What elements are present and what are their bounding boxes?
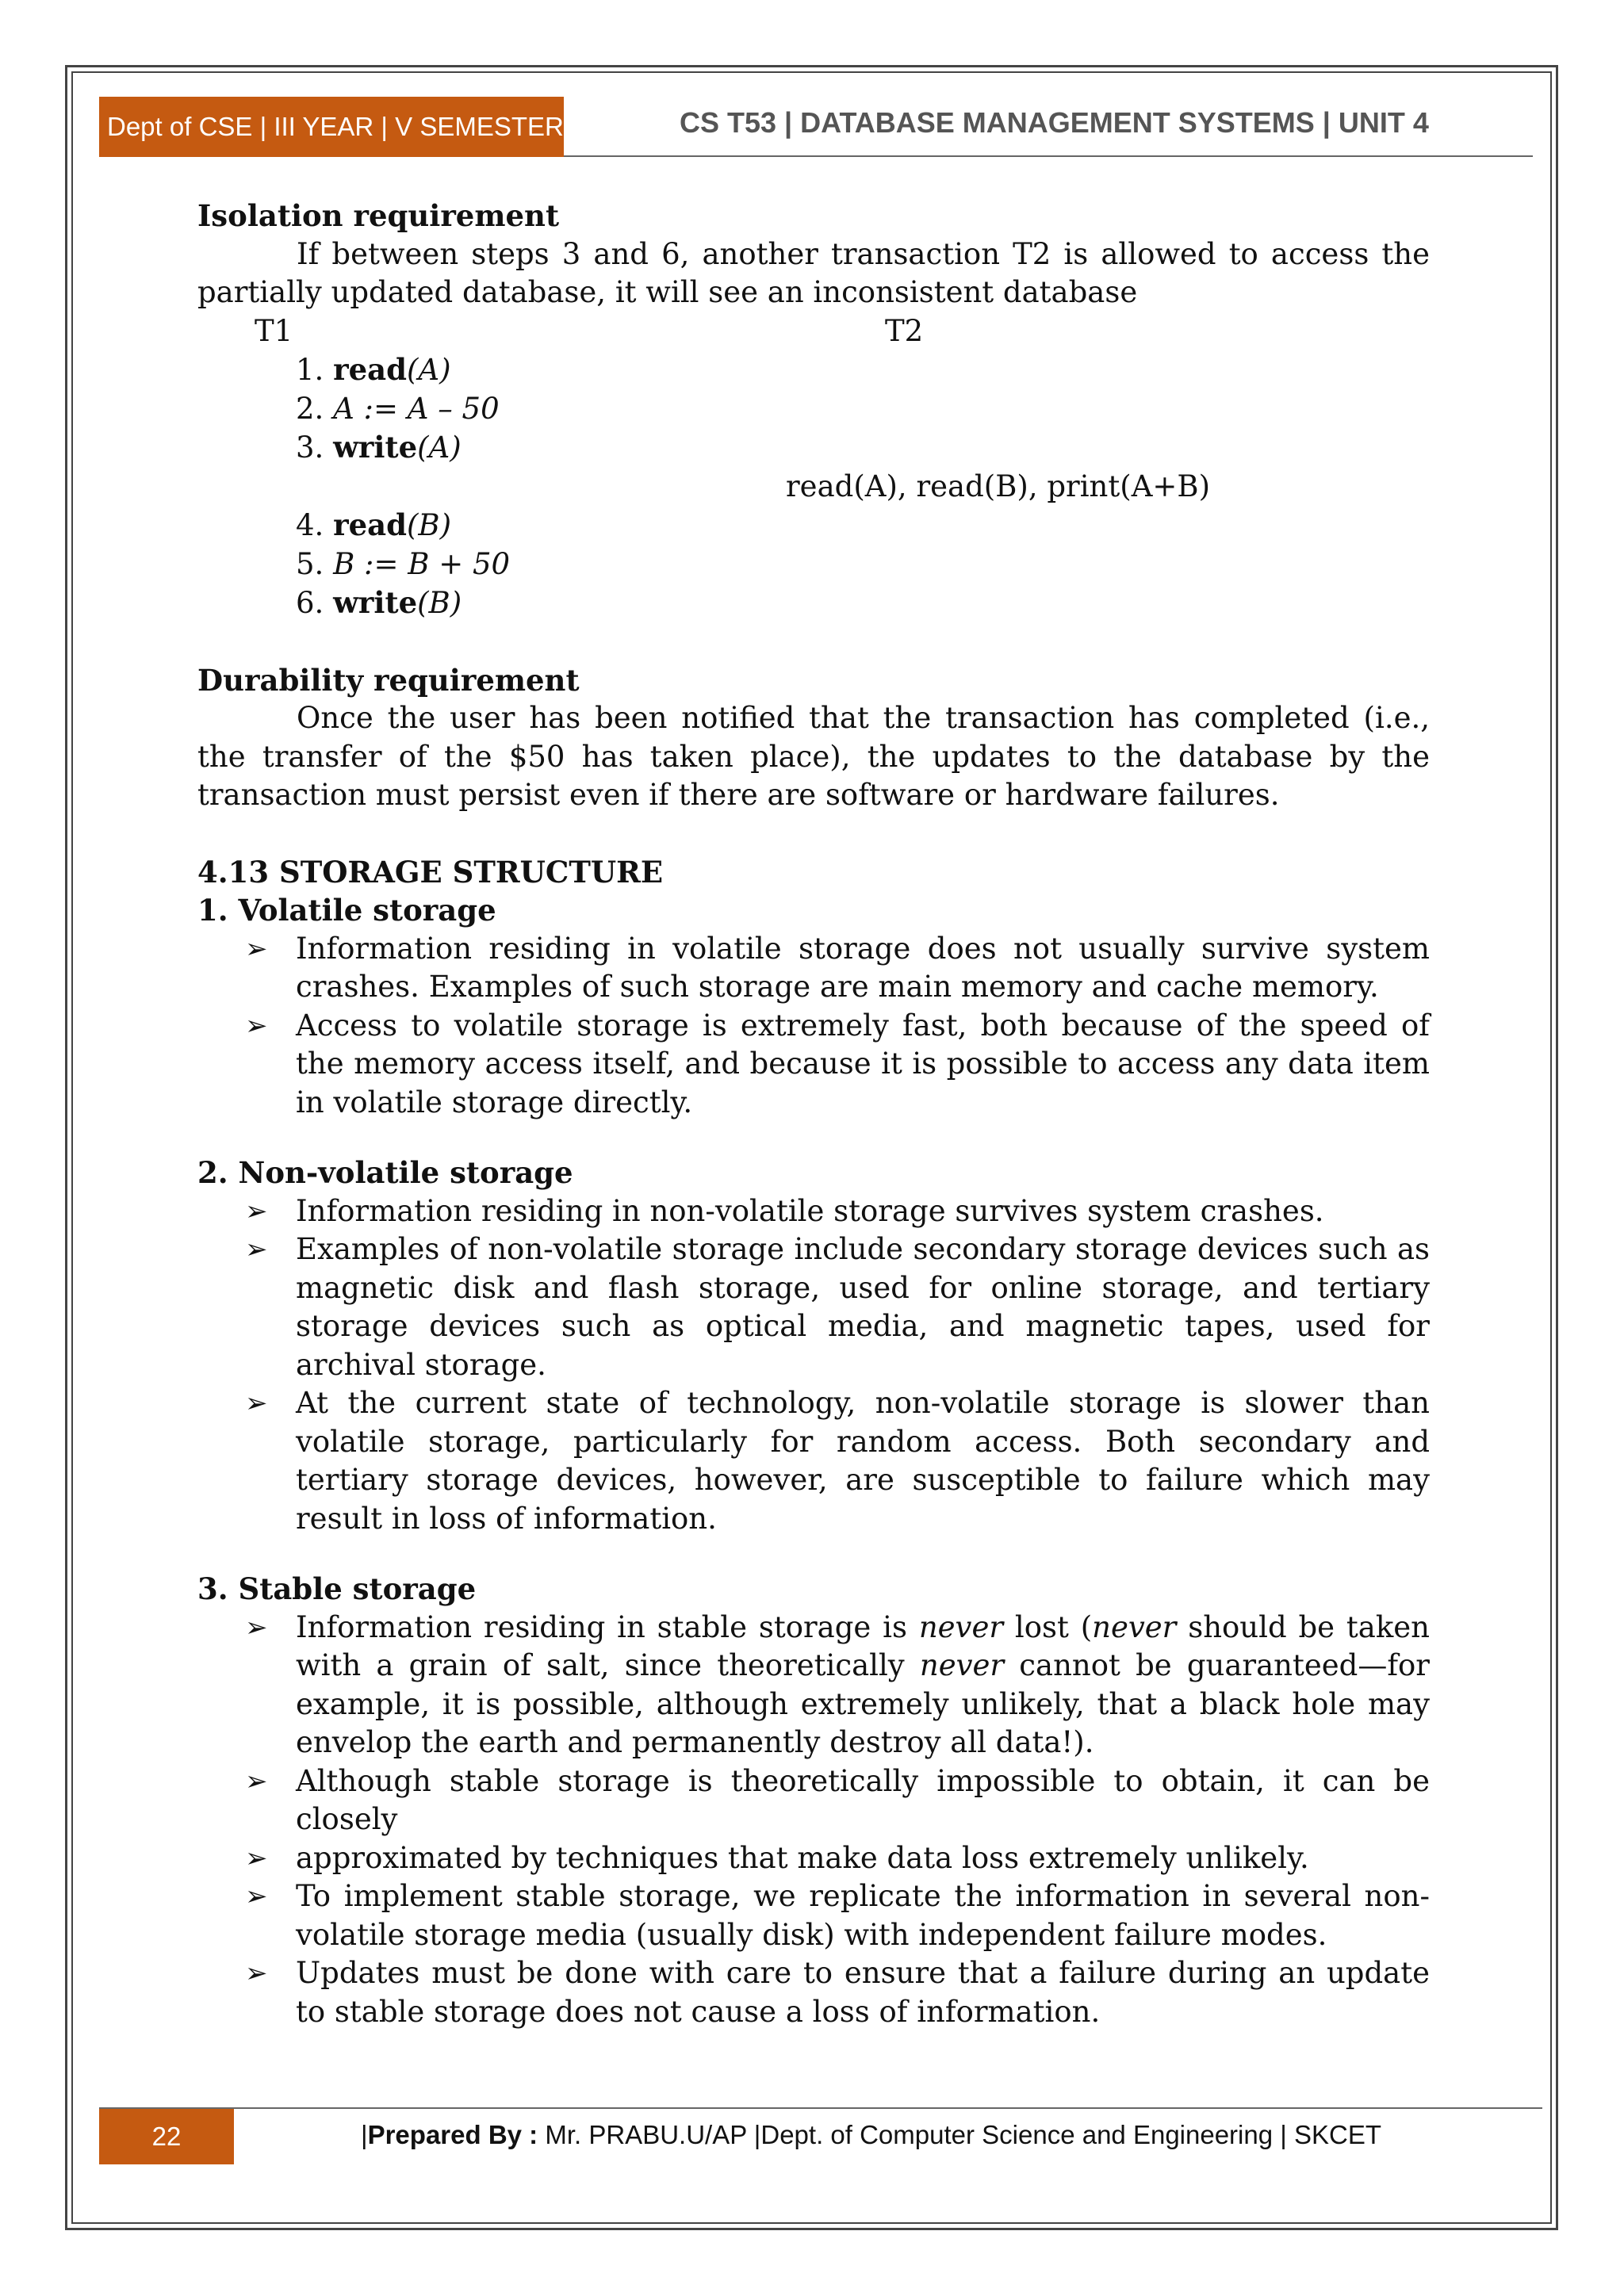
page-number-box [99,2109,234,2164]
t1-step: 5. B := B + 50 [296,546,511,581]
volatile-heading: 1. Volatile storage [197,893,496,928]
arrowhead-bullet-icon: ➢ [245,932,268,965]
t1-step: 4. read(B) [296,507,452,542]
t1-step: 1. read(A) [296,352,451,387]
stable-list [197,1609,1430,2032]
list-item: ➢ To implement stable storage, we replicate the information in several non-volatile storage media (usually disk) with independent failure modes. [245,1879,1430,1952]
arrowhead-bullet-icon: ➢ [245,1957,268,1989]
nonvolatile-heading: 2. Non-volatile storage [197,1155,573,1190]
arrowhead-bullet-icon: ➢ [245,1881,268,1912]
header-dept: Dept of CSE | III YEAR | V SEMESTER [107,112,564,141]
prepared-by-label: Prepared By : [367,2120,538,2149]
list-item: ➢ Although stable storage is theoretically impossible to obtain, it can be closely [245,1763,1430,1836]
t1-step: 3. write(A) [296,430,462,465]
header-course-title: CS T53 | DATABASE MANAGEMENT SYSTEMS | UNIT 4 [680,106,1429,139]
list-item: ➢ Information residing in non-volatile storage survives system crashes. [197,1192,1430,1231]
page-content [197,197,1430,2031]
arrowhead-bullet-icon: ➢ [245,1195,268,1227]
t1-label: T1 [255,313,293,348]
arrowhead-bullet-icon: ➢ [245,1009,268,1042]
t1-step: 2. A := A – 50 [296,391,500,426]
list-item: ➢ Access to volatile storage is extremely fast, both because of the speed of the memory access itself, and because it is possible to access any data item in volatile storage directly. [245,1008,1430,1119]
nonvolatile-list [197,1192,1430,1539]
list-item: ➢ Updates must be done with care to ensure that a failure during an update to stable storage does not cause a loss of information. [245,1956,1430,2029]
header-rule [564,155,1533,157]
durability-heading: Durability requirement [197,662,580,698]
t2-operations: read(A), read(B), print(A+B) [786,469,1211,503]
isolation-paragraph: If between steps 3 and 6, another transaction T2 is allowed to access the partially updated database, it will see an inconsistent database [197,236,1430,309]
arrowhead-bullet-icon: ➢ [245,1234,268,1265]
footer-credit: |Prepared By : Mr. PRABU.U/AP |Dept. of Computer Science and Engineering | SKCET [361,2120,1382,2149]
t1-step: 6. write(B) [296,585,462,620]
stable-heading: 3. Stable storage [197,1571,477,1606]
list-item: ➢ Information residing in stable storage is never lost (never should be taken with a grain of salt, since theoretically never cannot be guaranteed—for example, it is possible, although extremely unlikely, that a black hole may envelop the earth and permanently destroy all data!). [245,1609,1430,1759]
arrowhead-bullet-icon: ➢ [245,1842,268,1874]
section-heading: 4.13 STORAGE STRUCTURE [197,854,664,890]
t2-label: T2 [885,313,924,348]
arrowhead-bullet-icon: ➢ [245,1387,268,1419]
footer-rule [99,2107,1542,2109]
page-number: 22 [151,2122,182,2151]
t2-operations-row [197,468,1430,507]
durability-paragraph: Once the user has been notified that the transaction has completed (i.e., the transfer of the $50 has taken place), the updates to the database by the transaction must persist even if there are software or hardware failures. [197,701,1430,812]
volatile-list [197,930,1430,1123]
list-item: ➢ Information residing in volatile storage does not usually survive system crashes. Examples of such storage are main memory and cache memory. [245,931,1430,1004]
list-item: ➢ approximated by techniques that make data loss extremely unlikely. [197,1839,1430,1878]
transaction-header-row [197,312,1430,351]
arrowhead-bullet-icon: ➢ [245,1611,268,1644]
prepared-by: Mr. PRABU.U/AP |Dept. of Computer Science and Engineering | SKCET [538,2120,1382,2149]
arrowhead-bullet-icon: ➢ [245,1765,268,1797]
isolation-heading: Isolation requirement [197,198,560,233]
list-item: ➢ Examples of non-volatile storage include secondary storage devices such as magnetic disk and flash storage, used for online storage, and tertiary storage devices such as optical media, and magnetic tapes, used for archival storage. [245,1232,1430,1382]
list-item: ➢ At the current state of technology, non-volatile storage is slower than volatile storage, particularly for random access. Both secondary and tertiary storage devices, however, are susceptible to failure which may result in loss of information. [245,1386,1430,1536]
header-dept-box [99,97,564,157]
